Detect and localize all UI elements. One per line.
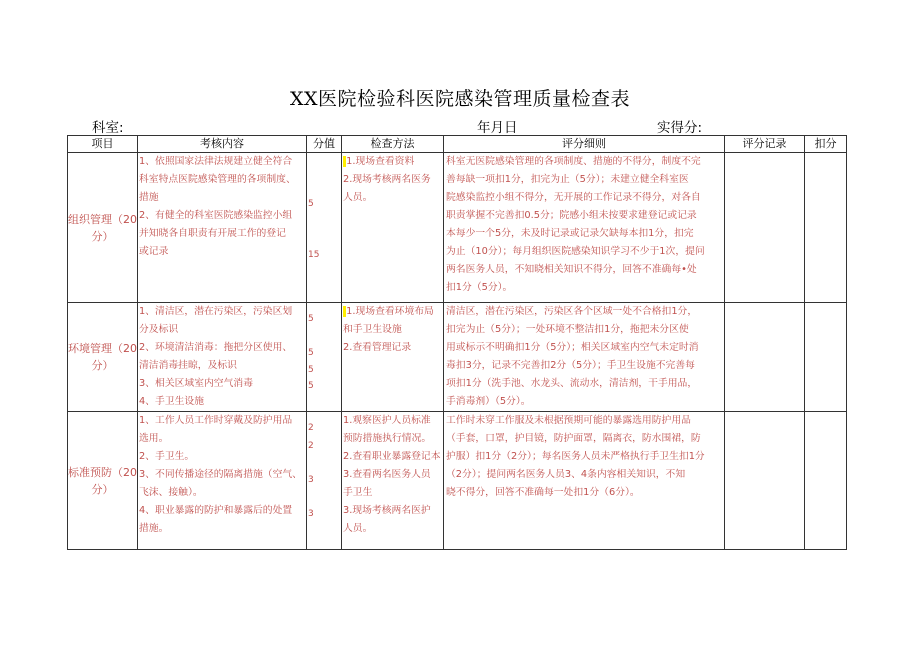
content-cell: [138, 412, 307, 550]
content-line: 2、有健全的科室医院感染监控小组: [139, 210, 293, 221]
detail-cell: [444, 153, 725, 303]
deduction-cell[interactable]: [805, 303, 847, 412]
detail-line: 扣1分（5分）。: [446, 282, 513, 293]
method-text: 1.现场查看资料: [346, 156, 415, 167]
deduction-cell[interactable]: [805, 153, 847, 303]
header-score: 分值: [307, 136, 342, 153]
detail-cell: [444, 303, 725, 412]
detail-line: 晓不得分，回答不准确每一处扣1分（6分）。: [446, 487, 640, 498]
content-line: 1、清洁区，潜在污染区，污染区划: [139, 306, 293, 317]
method-line: 人员。: [343, 192, 373, 203]
header-method: 检查方法: [342, 136, 444, 153]
method-line: 2.查看管理记录: [343, 342, 412, 353]
content-cell: [138, 303, 307, 412]
score-label: 实得分:: [657, 120, 703, 136]
detail-line: 善每缺一项扣1分，扣完为止（5分）；未建立健全科室医: [446, 174, 689, 185]
content-line: 或记录: [139, 246, 169, 257]
score-value: 5: [308, 381, 314, 391]
score-value: 15: [308, 250, 320, 260]
method-line: [343, 153, 442, 171]
method-line: 人员。: [343, 523, 373, 534]
header-detail: 评分细则: [444, 136, 725, 153]
record-cell[interactable]: [725, 412, 805, 550]
header-deduction: 扣分: [805, 136, 847, 153]
score-cell: [307, 412, 342, 550]
score-value: 5: [308, 348, 314, 358]
item-label: 环境管理（20: [68, 342, 137, 355]
form-title: XX医院检验科医院感染管理质量检查表: [289, 88, 631, 110]
content-line: 4、职业暴露的防护和暴露后的处置: [139, 505, 293, 516]
content-line: 选用。: [139, 433, 169, 444]
detail-line: 项扣1分（洗手池、水龙头、流动水，清洁剂，干手用品，: [446, 378, 698, 389]
header-item: 项目: [68, 136, 138, 153]
score-cell: [307, 153, 342, 303]
score-cell: [307, 303, 342, 412]
item-label: 分）: [91, 229, 114, 243]
detail-line: 本每少一个5分，未及时记录或记录欠缺每本扣1分，扣完: [446, 228, 694, 239]
method-line: 预防措施执行情况。: [343, 433, 432, 444]
record-cell[interactable]: [725, 303, 805, 412]
content-cell: [138, 153, 307, 303]
content-line: 清洁消毒挂晾，及标识: [139, 360, 237, 371]
score-value: 3: [308, 475, 314, 485]
method-line: 2.查看职业暴露登记本: [343, 451, 441, 462]
detail-line: 院感染监控小组不得分，无开展的工作记录不得分，对各自: [446, 192, 701, 203]
method-cell: [342, 303, 444, 412]
detail-line: 扣完为止（5分）；一处环境不整洁扣1分，拖把未分区使: [446, 324, 689, 335]
content-line: 2、环境清洁消毒：拖把分区使用、: [139, 342, 293, 353]
score-value: 2: [308, 441, 314, 451]
detail-line: 工作时未穿工作服及未根据预期可能的暴露选用防护用品: [446, 415, 691, 426]
content-line: 科室特点医院感染管理的各项制度、: [139, 174, 296, 185]
table-row: [68, 303, 847, 412]
record-cell[interactable]: [725, 153, 805, 303]
method-cell: [342, 153, 444, 303]
detail-line: 毒扣3分，记录不完善扣2分（5分）；手卫生设施不完善每: [446, 360, 695, 371]
score-value: 2: [308, 423, 314, 433]
detail-line: （2分）；提问两名医务人员3、4条内容相关知识，不知: [446, 469, 686, 480]
detail-line: 两名医务人员，不知晓相关知识不得分，回答不准确每•处: [446, 264, 697, 275]
dept-label: 科室:: [92, 120, 124, 136]
item-label: 分）: [91, 482, 114, 496]
inspection-table: [67, 135, 847, 550]
score-value: 3: [308, 509, 314, 519]
table-row: [68, 412, 847, 550]
content-line: 并知晓各自职责有开展工作的登记: [139, 228, 286, 239]
deduction-cell[interactable]: [805, 412, 847, 550]
content-line: 4、手卫生设施: [139, 396, 205, 407]
method-line: 和手卫生设施: [343, 324, 402, 335]
detail-line: 护服）扣1分（2分）；每名医务人员未严格执行手卫生扣1分: [446, 451, 705, 462]
content-line: 措施。: [139, 523, 169, 534]
method-line: [343, 303, 442, 321]
method-text: 1.现场查看环境布局: [346, 306, 434, 317]
header-row: [68, 136, 847, 153]
date-label: 年月日: [477, 120, 518, 136]
item-label: 分）: [91, 359, 114, 372]
method-line: 手卫生: [343, 487, 373, 498]
content-line: 1、工作人员工作时穿戴及防护用品: [139, 415, 293, 426]
score-value: 5: [308, 199, 314, 209]
detail-line: 手消毒剂）（5分）。: [446, 396, 531, 407]
item-cell: [68, 303, 138, 412]
content-line: 分及标识: [139, 324, 179, 335]
detail-line: 用或标示不明确扣1分（5分）；相关区域室内空气未定时消: [446, 342, 699, 353]
header-record: 评分记录: [725, 136, 805, 153]
method-line: 1.观察医护人员标准: [343, 415, 431, 426]
item-cell: [68, 412, 138, 550]
detail-line: 职责掌握不完善扣0.5分；院感小组未按要求建登记或记录: [446, 210, 697, 221]
score-value: 5: [308, 314, 314, 324]
method-line: 3.查看两名医务人员: [343, 469, 431, 480]
item-cell: [68, 153, 138, 303]
content-line: 3、不同传播途径的隔离措施（空气、: [139, 469, 302, 480]
content-line: 措施: [139, 192, 159, 203]
content-line: 1、依照国家法律法规建立健全符合: [139, 156, 293, 167]
method-line: 3.现场考核两名医护: [343, 505, 431, 516]
score-value: 5: [308, 365, 314, 375]
method-cell: [342, 412, 444, 550]
content-line: 飞沫、接触）。: [139, 487, 203, 498]
detail-cell: [444, 412, 725, 550]
detail-line: 为止（10分）；每月组织医院感染知识学习不少于1次，提问: [446, 246, 705, 257]
detail-line: 清洁区，潜在污染区，污染区各个区域一处不合格扣1分，: [446, 306, 698, 317]
content-line: 2、手卫生。: [139, 451, 195, 462]
content-line: 3、相关区域室内空气消毒: [139, 378, 253, 389]
header-content: 考核内容: [138, 136, 307, 153]
item-label: 标准预防（20: [68, 465, 137, 479]
item-label: 组织管理（20: [68, 212, 137, 226]
table-row: [68, 153, 847, 303]
method-line: 2.现场考核两名医务: [343, 174, 431, 185]
detail-line: （手套，口罩，护目镜，防护面罩，隔离衣，防水围裙，防: [446, 433, 701, 444]
detail-line: 科室无医院感染管理的各项制度、措施的不得分，制度不完: [446, 156, 701, 167]
